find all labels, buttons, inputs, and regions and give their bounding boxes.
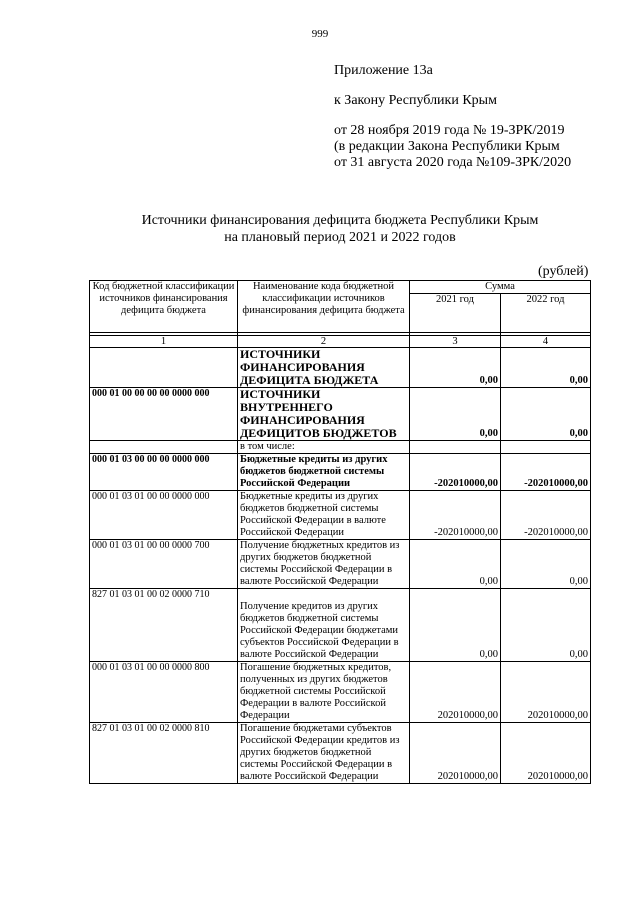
row-name: в том числе: xyxy=(238,441,410,454)
row-value-2021: 0,00 xyxy=(410,540,501,589)
header-sum: Сумма xyxy=(410,281,591,294)
table-row xyxy=(90,589,591,662)
page-number: 999 xyxy=(311,28,329,40)
document-title-line1: Источники финансирования дефицита бюджета Республики Крым xyxy=(141,213,539,228)
row-value-2022: 202010000,00 xyxy=(501,662,591,723)
appendix-block xyxy=(334,63,634,171)
row-value-2022: 0,00 xyxy=(501,589,591,662)
row-value-2022: 0,00 xyxy=(501,388,591,441)
appendix-law: к Закону Республики Крым xyxy=(334,93,497,108)
row-code: 000 01 03 01 00 00 0000 700 xyxy=(90,540,238,589)
column-number: 3 xyxy=(410,336,501,348)
column-number: 2 xyxy=(238,336,410,348)
table-row xyxy=(90,491,591,540)
header-year-2021: 2021 год xyxy=(410,294,501,333)
column-number: 1 xyxy=(90,336,238,348)
row-name: ИСТОЧНИКИ ФИНАНСИРОВАНИЯ ДЕФИЦИТА БЮДЖЕТА xyxy=(238,348,410,388)
row-value-2021: 0,00 xyxy=(410,388,501,441)
row-value-2021: 0,00 xyxy=(410,348,501,388)
row-code xyxy=(90,348,238,388)
row-code: 827 01 03 01 00 02 0000 710 xyxy=(90,589,238,662)
row-value-2022: 0,00 xyxy=(501,348,591,388)
document-title xyxy=(40,212,640,246)
appendix-date-line: от 28 ноября 2019 года № 19-ЗРК/2019 xyxy=(334,123,565,138)
row-code: 000 01 03 01 00 00 0000 000 xyxy=(90,491,238,540)
row-value-2022: 0,00 xyxy=(501,540,591,589)
header-code: Код бюджетной классификации источников финансирования дефицита бюджета xyxy=(90,281,238,333)
row-value-2022: -202010000,00 xyxy=(501,454,591,491)
appendix-edition-line: (в редакции Закона Республики Крым xyxy=(334,139,560,154)
appendix-title: Приложение 13а xyxy=(334,63,433,78)
row-value-2021: -202010000,00 xyxy=(410,491,501,540)
table-row xyxy=(90,540,591,589)
row-name: Бюджетные кредиты из других бюджетов бюджетной системы Российской Федерации в валюте Российской Федерации xyxy=(238,491,410,540)
row-code: 000 01 00 00 00 00 0000 000 xyxy=(90,388,238,441)
row-value-2021: -202010000,00 xyxy=(410,454,501,491)
table-row xyxy=(90,662,591,723)
row-code: 827 01 03 01 00 02 0000 810 xyxy=(90,723,238,784)
row-value-2022: -202010000,00 xyxy=(501,491,591,540)
row-code: 000 01 03 01 00 00 0000 800 xyxy=(90,662,238,723)
row-name: ИСТОЧНИКИ ВНУТРЕННЕГО ФИНАНСИРОВАНИЯ ДЕФИЦИТОВ БЮДЖЕТОВ xyxy=(238,388,410,441)
row-name: Получение бюджетных кредитов из других бюджетов бюджетной системы Российской Федерации в валюте Российской Федерации xyxy=(238,540,410,589)
document-title-line2: на плановый период 2021 и 2022 годов xyxy=(224,230,456,245)
row-code: 000 01 03 00 00 00 0000 000 xyxy=(90,454,238,491)
row-name: Получение кредитов из других бюджетов бюджетной системы Российской Федерации бюджетами субъектов Российской Федерации в валюте Российской Федерации xyxy=(238,589,410,662)
row-value-2021: 0,00 xyxy=(410,589,501,662)
row-value-2022: 202010000,00 xyxy=(501,723,591,784)
budget-table xyxy=(89,280,591,784)
row-name: Погашение бюджетных кредитов, полученных из других бюджетов бюджетной системы Российской Федерации в валюте Российской Федерации xyxy=(238,662,410,723)
table-row xyxy=(90,723,591,784)
row-code xyxy=(90,441,238,454)
row-name: Погашение бюджетами субъектов Российской Федерации кредитов из других бюджетов бюджетной системы Российской Федерации в валюте Российской Федерации xyxy=(238,723,410,784)
table-row xyxy=(90,441,591,454)
header-name: Наименование кода бюджетной классификации источников финансирования дефицита бюджета xyxy=(238,281,410,333)
table-row xyxy=(90,454,591,491)
row-value-2021: 202010000,00 xyxy=(410,662,501,723)
table-row xyxy=(90,348,591,388)
table-header-row xyxy=(90,281,591,294)
row-value-2021: 202010000,00 xyxy=(410,723,501,784)
table-row xyxy=(90,388,591,441)
row-name: Бюджетные кредиты из других бюджетов бюджетной системы Российской Федерации xyxy=(238,454,410,491)
column-number: 4 xyxy=(501,336,591,348)
appendix-edition-date: от 31 августа 2020 года №109-ЗРК/2020 xyxy=(334,155,572,170)
column-number-row xyxy=(90,336,591,348)
row-value-2022 xyxy=(501,441,591,454)
header-year-2022: 2022 год xyxy=(501,294,591,333)
row-value-2021 xyxy=(410,441,501,454)
units-label: (рублей) xyxy=(538,264,589,279)
